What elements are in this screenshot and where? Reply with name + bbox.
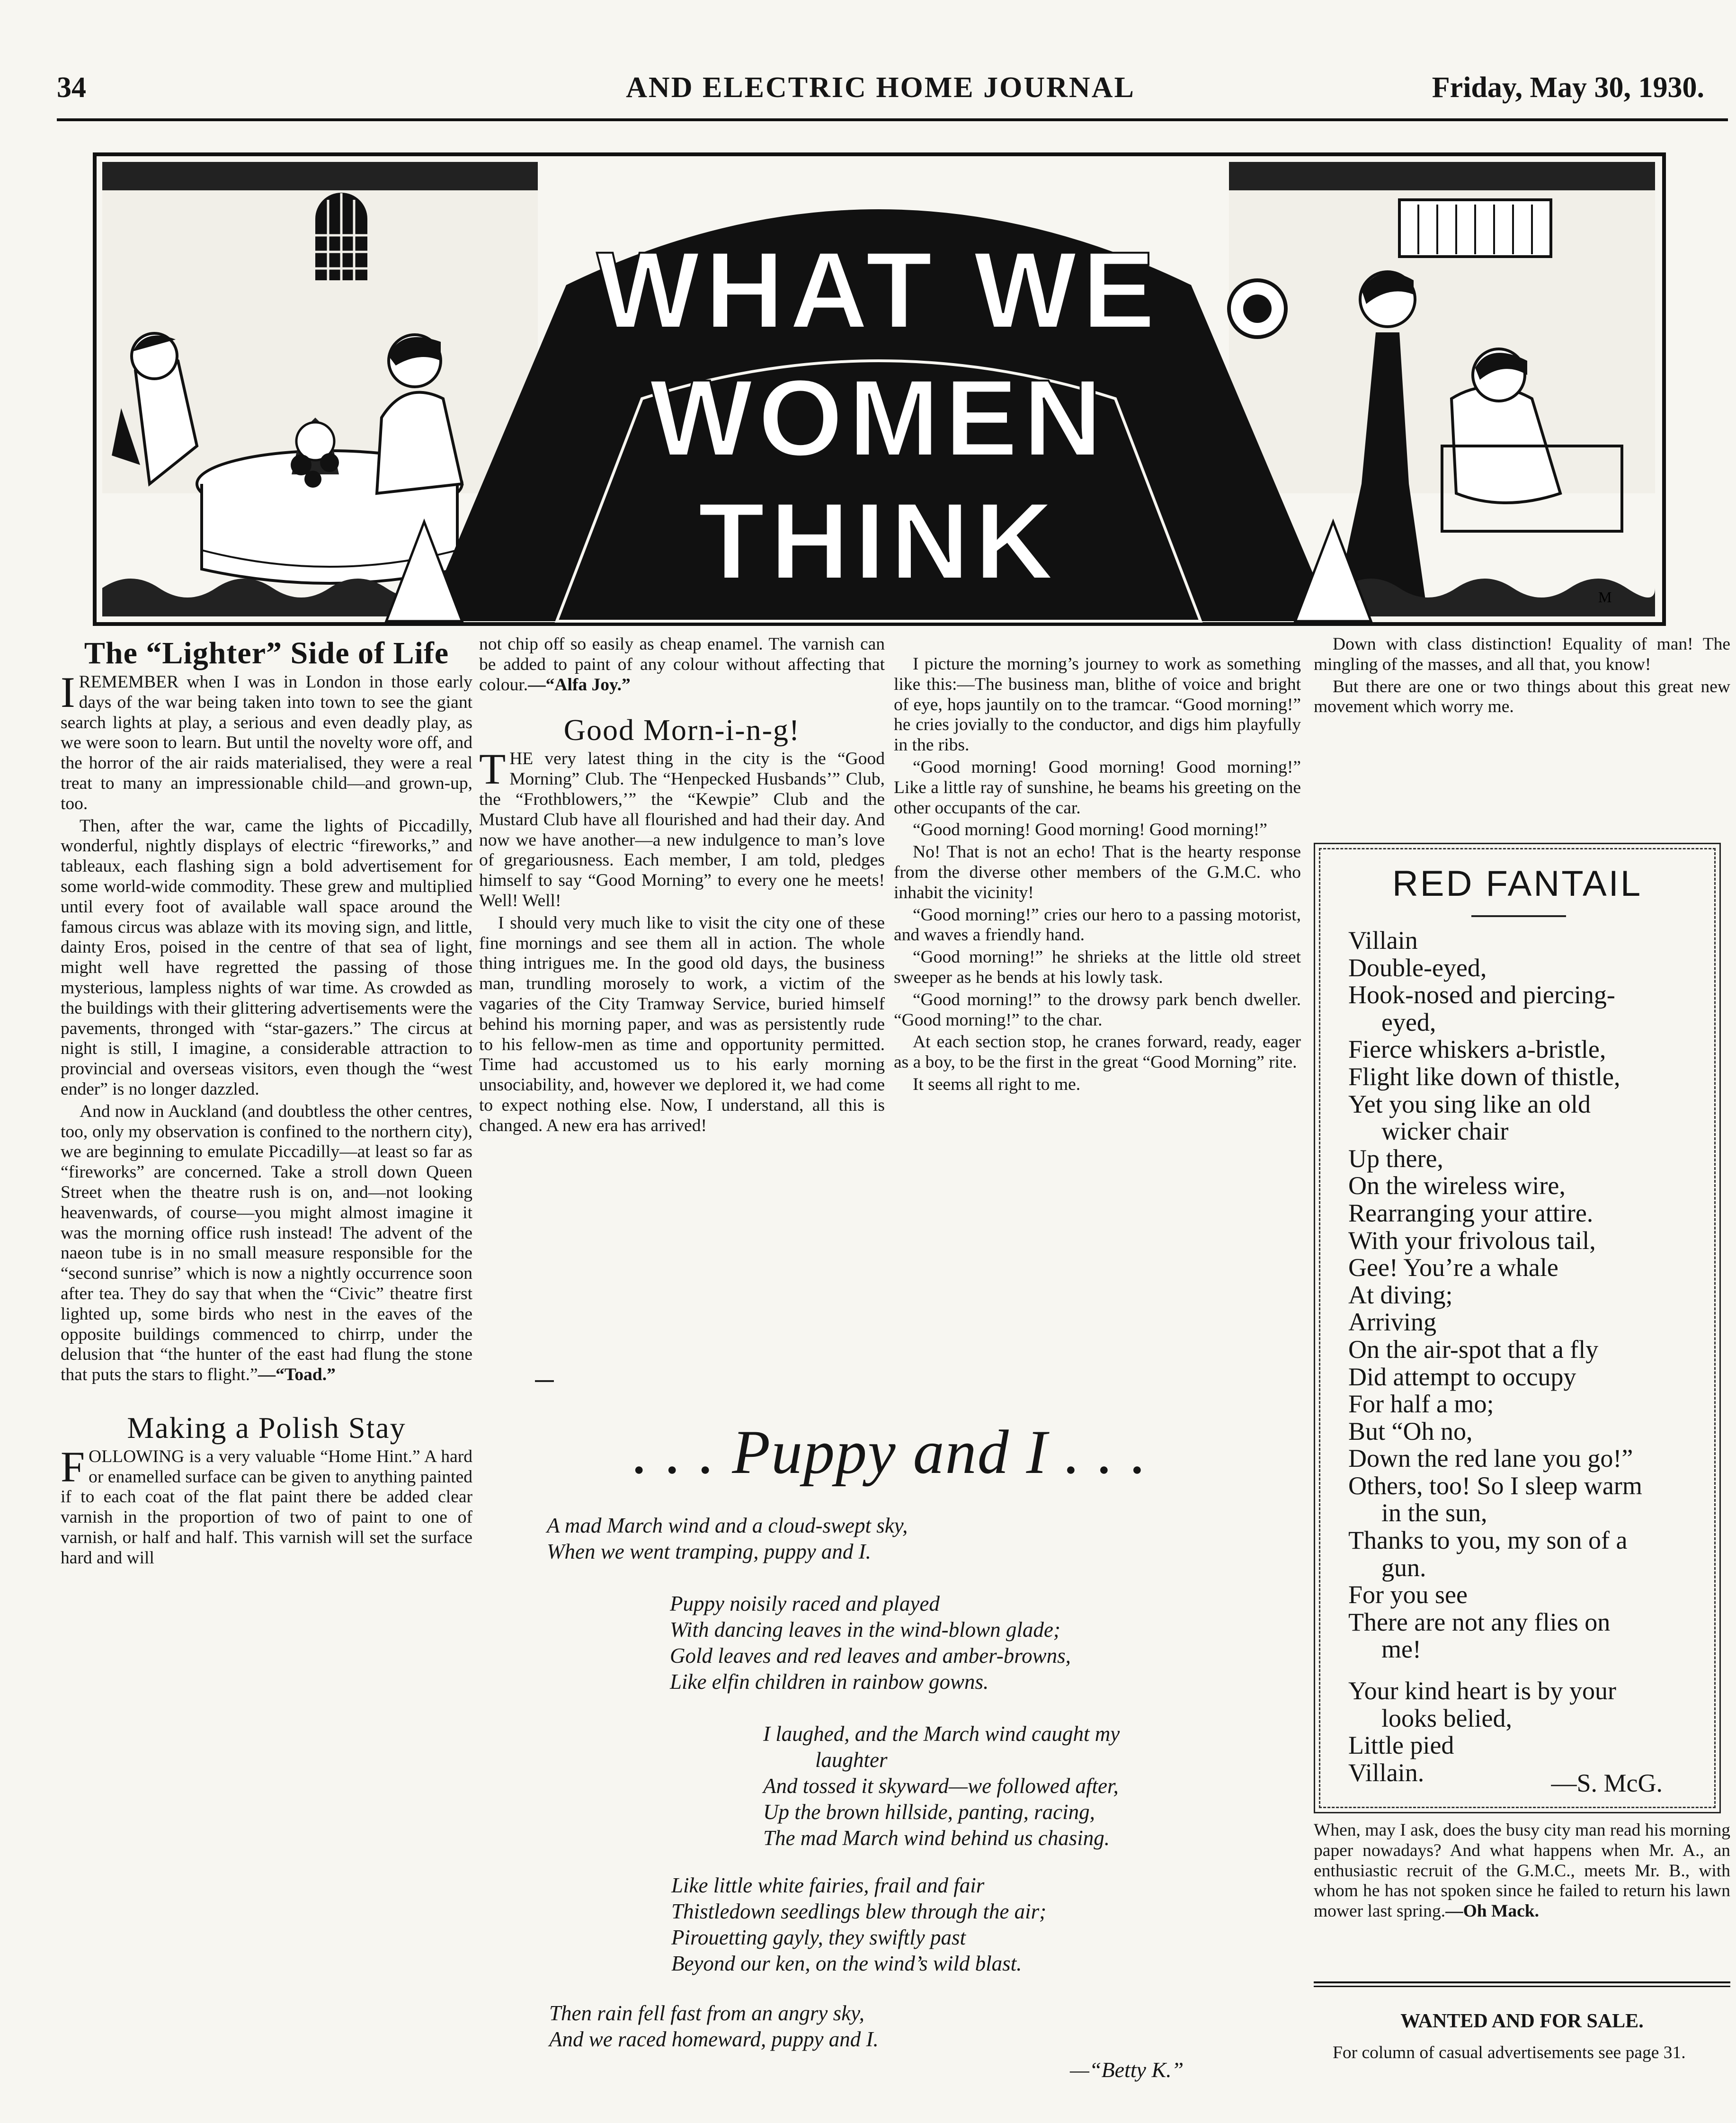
morning-paragraph-7: “Good morning!” cries our hero to a passing motorist, and waves a friendly hand. bbox=[894, 905, 1301, 945]
poem-line: And tossed it skyward—we followed after, bbox=[763, 1774, 1119, 1798]
poem-line: Flight like down of thistle, bbox=[1348, 1062, 1620, 1091]
good-morning-title: Good Morn-i-n-g! bbox=[563, 713, 801, 747]
publication-title: AND ELECTRIC HOME JOURNAL bbox=[626, 71, 1135, 104]
dropcap: I bbox=[61, 668, 75, 716]
poem-line: Villain. bbox=[1348, 1758, 1424, 1787]
puppy-signature: —“Betty K.” bbox=[1070, 2058, 1184, 2082]
poem-line: Little pied bbox=[1348, 1731, 1454, 1760]
poem-line: With your frivolous tail, bbox=[1348, 1226, 1596, 1255]
poem-line: At diving; bbox=[1348, 1280, 1453, 1309]
poem-line: For half a mo; bbox=[1348, 1390, 1494, 1418]
poem-line: Then rain fell fast from an angry sky, bbox=[549, 2001, 864, 2025]
poem-line: Thistledown seedlings blew through the air; bbox=[671, 1900, 1047, 1923]
morning-paragraph-6: No! That is not an echo! That is the hearty response from the diverse other members of the G.M.C. who inhabit the vicinity! bbox=[894, 842, 1301, 902]
poem-line: laughter bbox=[815, 1748, 888, 1772]
poem-line: Up there, bbox=[1348, 1144, 1443, 1173]
poem-line: in the sun, bbox=[1381, 1499, 1487, 1527]
puppy-stanza-1 bbox=[547, 1513, 908, 1565]
double-rule bbox=[1314, 1981, 1730, 1987]
column-1 bbox=[61, 634, 472, 1570]
morning-paragraph-9: “Good morning!” to the drowsy park bench dweller. “Good morning!” to the char. bbox=[894, 990, 1301, 1030]
polish-stay-title: Making a Polish Stay bbox=[127, 1410, 406, 1445]
morning-paragraph-14: When, may I ask, does the busy city man read his morning paper nowadays? And what happens when Mr. A., an enthusiastic recruit of the G.M.C., meets Mr. B., with whom he has not spoken since he failed to return his lawn mower last spring.—Oh Mack. bbox=[1314, 1820, 1731, 1921]
lighter-paragraph-2: Then, after the war, came the lights of Piccadilly, wonderful, nightly displays of electric “fireworks,” and tableaux, each flashing sign a bold advertisement for some world-wide commodity. These grew and multiplied until every foot of available wall space around the famous circus was ablaze with its moving sign, and little, dainty Eros, poised in the centre of that sea of light, might well have regretted the passing of those mysterious, lampless nights of war time. As crowded as the buildings with their glittering advertisements were the pavements, thronged with “star-gazers.” The circus at night is still, I imagine, a considerable attraction to provincial and overseas visitors, even though the “west ender” is no longer dazzled. bbox=[61, 816, 472, 1099]
puppy-stanza-3 bbox=[763, 1721, 1120, 1851]
poem-line: Puppy noisily raced and played bbox=[670, 1592, 940, 1615]
puppy-stanza-4 bbox=[671, 1873, 1046, 1977]
poem-line: Like little white fairies, frail and fair bbox=[671, 1873, 985, 1897]
poem-line: I laughed, and the March wind caught my bbox=[763, 1722, 1120, 1746]
poem-line: Down the red lane you go!” bbox=[1348, 1444, 1633, 1473]
morning-signature: —Oh Mack. bbox=[1445, 1901, 1540, 1921]
puppy-stanza-5 bbox=[549, 2000, 879, 2052]
poem-line: Thanks to you, my son of a bbox=[1348, 1526, 1628, 1555]
poem-line: Hook-nosed and piercing- bbox=[1348, 981, 1615, 1009]
header-rule bbox=[57, 118, 1728, 121]
poem-line: Gold leaves and red leaves and amber-browns, bbox=[670, 1644, 1071, 1668]
column-4 bbox=[1314, 634, 1730, 719]
poem-line: Rearranging your attire. bbox=[1348, 1198, 1594, 1227]
puppy-and-i-title: . . . Puppy and I . . . bbox=[632, 1417, 1148, 1487]
dropcap: T bbox=[479, 745, 506, 794]
red-fantail-poem-box bbox=[1314, 843, 1721, 1813]
morning-paragraph-12: Down with class distinction! Equality of man! The mingling of the masses, and all that, you know! bbox=[1314, 634, 1730, 674]
poem-line: Up the brown hillside, panting, racing, bbox=[763, 1800, 1095, 1824]
poem-line: Gee! You’re a whale bbox=[1348, 1253, 1558, 1282]
column-2 bbox=[479, 634, 885, 1138]
poem-line: And we raced homeward, puppy and I. bbox=[549, 2027, 879, 2051]
column-3 bbox=[894, 654, 1301, 1097]
morning-paragraph-3: I picture the morning’s journey to work as something like this:—The business man, blithe of voice and bright of eye, hops jauntily on to the tramcar. “Good morning!” he cries jovially to the conductor, and digs him playfully in the ribs. bbox=[894, 654, 1301, 755]
divider bbox=[535, 1380, 554, 1382]
red-fantail-title: RED FANTAIL bbox=[1392, 864, 1643, 904]
poem-line: Beyond our ken, on the wind’s wild blast. bbox=[671, 1952, 1022, 1975]
dropcap: F bbox=[61, 1442, 85, 1491]
morning-paragraph-1: THE very latest thing in the city is the “Good Morning” Club. The “Henpecked Husbands’” Club, the “Frothblowers,’” the “Kewpie” Club and the Mustard Club have all flourished and had their day. And now we have another—a new indulgence to man’s love of gregariousness. Each member, I am told, pledges himself to say “Good Morning” to every one he meets! Well! Well! bbox=[479, 745, 885, 910]
polish-paragraph-1-cont: not chip off so easily as cheap enamel. The varnish can be added to paint of any colour without affecting that colour.—“Alfa Joy.” bbox=[479, 634, 885, 695]
morning-paragraph-5: “Good morning! Good morning! Good morning!” bbox=[913, 820, 1267, 840]
poem-line: Pirouetting gayly, they swiftly past bbox=[671, 1926, 966, 1949]
poem-line: Like elfin children in rainbow gowns. bbox=[670, 1670, 989, 1694]
poem-line: me! bbox=[1381, 1635, 1421, 1664]
poem-line: Double-eyed, bbox=[1348, 953, 1487, 982]
poem-line: Fierce whiskers a-bristle, bbox=[1348, 1035, 1606, 1064]
morning-paragraph-8: “Good morning!” he shrieks at the little old street sweeper as he bends at his lowly task. bbox=[894, 947, 1301, 987]
poem-line: The mad March wind behind us chasing. bbox=[763, 1826, 1110, 1850]
wanted-text: For column of casual advertisements see page 31. bbox=[1333, 2043, 1686, 2062]
morning-paragraph-4: “Good morning! Good morning! Good morning!” Like a little ray of sunshine, he beams his greeting on the other occupants of the car. bbox=[894, 757, 1301, 818]
poem-line: On the wireless wire, bbox=[1348, 1171, 1566, 1200]
poem-line: wicker chair bbox=[1381, 1117, 1509, 1146]
artist-mark: M bbox=[1598, 589, 1612, 606]
poem-line: Yet you sing like an old bbox=[1348, 1089, 1591, 1118]
lighter-signature: —“Toad.” bbox=[258, 1365, 336, 1385]
polish-signature: —“Alfa Joy.” bbox=[528, 675, 631, 695]
polish-paragraph-1: FOLLOWING is a very valuable “Home Hint.” A hard or enamelled surface can be given to anything painted if to each coat of the flat paint there be added clear varnish in the proportion of two of paint to one of varnish, or half and half. This varnish will set the surface hard and will bbox=[61, 1442, 472, 1568]
lighter-paragraph-1: IREMEMBER when I was in London in those early days of the war being taken into town to see the giant search lights at play, a serious and even deadly play, as we were soon to learn. But until the novelty wore off, and the horror of the air raids materialised, they were a real treat to many an impressionable child—and grown-up, too. bbox=[61, 668, 472, 813]
poem-line: Your kind heart is by your bbox=[1348, 1677, 1616, 1705]
poem-line: On the air-spot that a fly bbox=[1348, 1335, 1599, 1364]
poem-line: Arriving bbox=[1348, 1308, 1436, 1337]
poem-line: Did attempt to occupy bbox=[1348, 1362, 1576, 1391]
morning-paragraph-13: But there are one or two things about this great new movement which worry me. bbox=[1314, 677, 1730, 717]
poem-line: There are not any flies on bbox=[1348, 1607, 1611, 1636]
poem-line: When we went tramping, puppy and I. bbox=[547, 1540, 871, 1563]
title-divider bbox=[1471, 915, 1566, 917]
puppy-stanza-2 bbox=[670, 1591, 1071, 1695]
poem-line: With dancing leaves in the wind-blown glade; bbox=[670, 1618, 1060, 1641]
poem-line: looks belied, bbox=[1381, 1704, 1512, 1732]
lighter-side-title: The “Lighter” Side of Life bbox=[84, 636, 449, 670]
wanted-heading: WANTED AND FOR SALE. bbox=[1400, 2010, 1644, 2032]
red-fantail-signature: —S. McG. bbox=[1551, 1769, 1663, 1797]
poem-line: Villain bbox=[1348, 926, 1418, 954]
issue-date: Friday, May 30, 1930. bbox=[1432, 71, 1704, 104]
poem-line: Others, too! So I sleep warm bbox=[1348, 1471, 1642, 1500]
poem-line: But “Oh no, bbox=[1348, 1417, 1473, 1445]
lighter-paragraph-3: And now in Auckland (and doubtless the other centres, too, only my observation is confined to the northern city), we are beginning to emulate Piccadilly—at least so far as “fireworks” are concerned. Take a stroll down Queen Street when the theatre rush is on, and—not looking heavenwards, of course—you might almost imagine it was the morning office rush instead! The advent of the naeon tube is in no small measure responsible for the “second sunrise” which is now a nightly occurrence soon after tea. They do say that when the “Civic” theatre first lighted up, some birds who nest in the eaves of the opposite buildings commenced to chirrp, under the delusion that “the hunter of the east had flung the stone that puts the stars to flight.”—“Toad.” bbox=[61, 1101, 472, 1385]
morning-paragraph-2: I should very much like to visit the city one of these fine mornings and see them all in action. The whole thing intrigues me. In the good old days, the business man, trundling morosely to work, a victim of the vagaries of the City Tramway Service, buried himself behind his morning paper, and was as persistently rude to his fellow-men as time and opportunity permitted. Time had accustomed us to his early morning unsociability, and, however we deplored it, we had come to expect nothing else. Now, I understand, all this is changed. A new era has arrived! bbox=[479, 913, 885, 1135]
banner-title-line-3: THINK bbox=[698, 480, 1059, 602]
poem-line: eyed, bbox=[1381, 1008, 1436, 1036]
morning-paragraph-11: It seems all right to me. bbox=[913, 1074, 1081, 1094]
poem-line: A mad March wind and a cloud-swept sky, bbox=[547, 1514, 908, 1537]
banner-title-line-2: WOMEN bbox=[650, 357, 1108, 479]
page-number: 34 bbox=[57, 71, 86, 104]
page-header bbox=[57, 71, 1704, 109]
poem-line: For you see bbox=[1348, 1580, 1468, 1609]
morning-paragraph-10: At each section stop, he cranes forward, ready, eager as a boy, to be the first in the great “Good Morning” rite. bbox=[894, 1032, 1301, 1072]
poem-line: gun. bbox=[1381, 1553, 1426, 1582]
column-4-bottom bbox=[1314, 1820, 1730, 1924]
banner-title-line-1: WHAT WE bbox=[596, 229, 1161, 351]
what-we-women-think-banner bbox=[93, 152, 1666, 626]
red-fantail-lines bbox=[1348, 927, 1700, 1786]
